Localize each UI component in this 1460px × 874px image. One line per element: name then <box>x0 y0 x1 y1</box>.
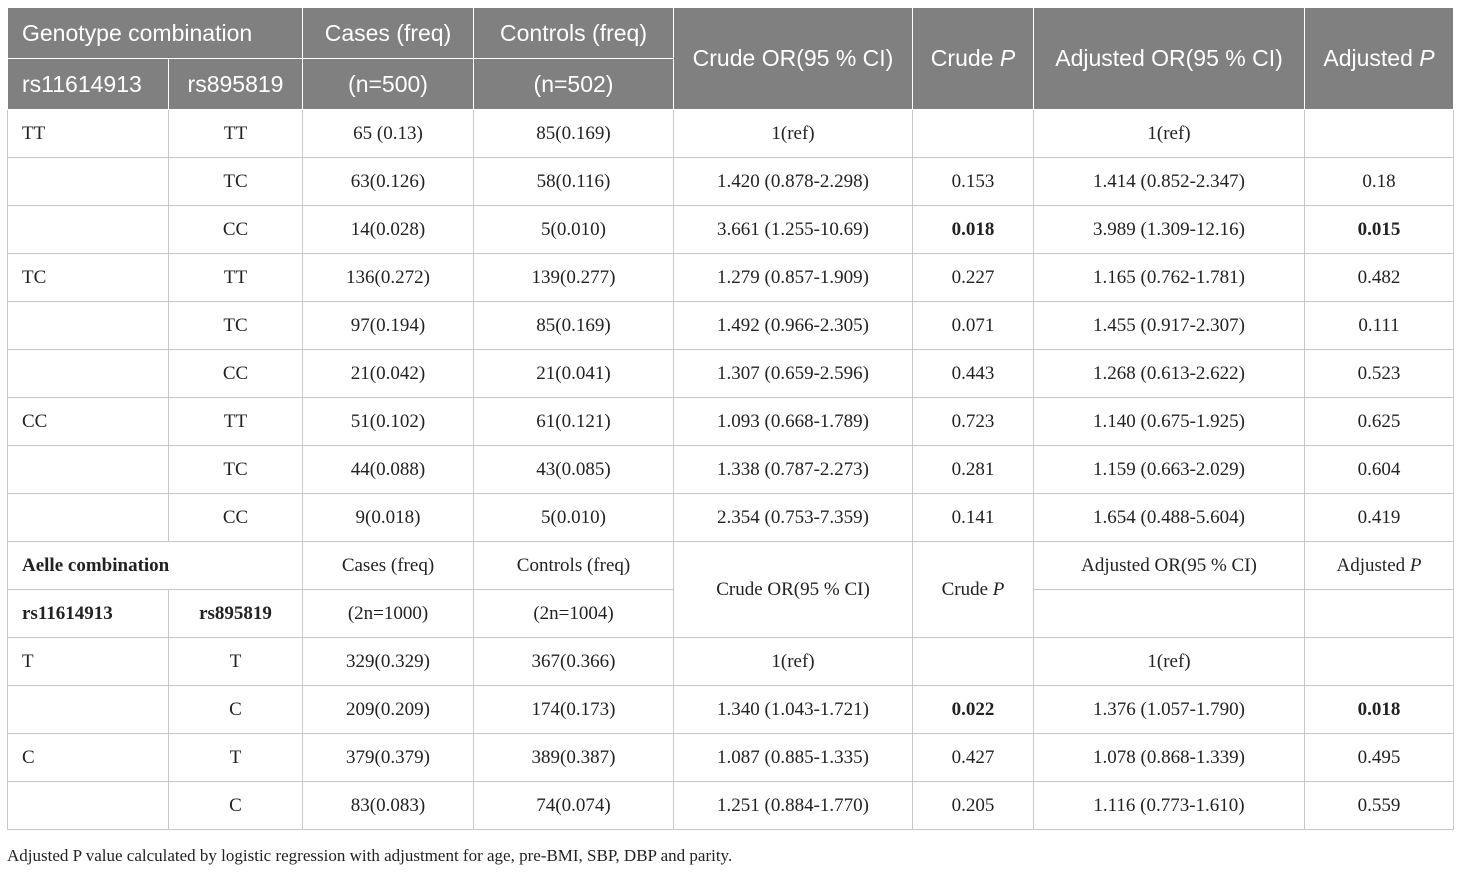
snp1-cell: C <box>8 734 169 782</box>
crude-p-cell: 0.153 <box>913 158 1034 206</box>
header-crude-or: Crude OR(95 % CI) <box>674 8 913 110</box>
allele-snp2: rs895819 <box>169 590 303 638</box>
cases-cell: 65 (0.13) <box>303 110 474 158</box>
snp2-cell: TT <box>169 398 303 446</box>
snp2-cell: TC <box>169 158 303 206</box>
header-adjusted-or: Adjusted OR(95 % CI) <box>1034 8 1305 110</box>
allele-row <box>8 782 1454 830</box>
crude-p-cell <box>913 638 1034 686</box>
header-cases-freq: Cases (freq) <box>303 8 474 59</box>
crude-p-cell: 0.018 <box>913 206 1034 254</box>
crude-p-cell: 0.723 <box>913 398 1034 446</box>
cases-cell: 379(0.379) <box>303 734 474 782</box>
adjusted-or-cell: 1.654 (0.488-5.604) <box>1034 494 1305 542</box>
crude-or-cell: 1.251 (0.884-1.770) <box>674 782 913 830</box>
allele-crude-or: Crude OR(95 % CI) <box>674 542 913 638</box>
genotype-row <box>8 302 1454 350</box>
crude-or-cell: 1.087 (0.885-1.335) <box>674 734 913 782</box>
controls-cell: 21(0.041) <box>474 350 674 398</box>
crude-or-cell: 1.338 (0.787-2.273) <box>674 446 913 494</box>
allele-cases-freq: Cases (freq) <box>303 542 474 590</box>
cases-cell: 329(0.329) <box>303 638 474 686</box>
adjusted-or-cell: 1.078 (0.868-1.339) <box>1034 734 1305 782</box>
controls-cell: 43(0.085) <box>474 446 674 494</box>
crude-p-cell: 0.281 <box>913 446 1034 494</box>
adjusted-p-cell: 0.419 <box>1305 494 1454 542</box>
header-controls-freq: Controls (freq) <box>474 8 674 59</box>
header-genotype-combination: Genotype combination <box>8 8 303 59</box>
crude-or-cell: 1(ref) <box>674 638 913 686</box>
header-snp2: rs895819 <box>169 59 303 110</box>
snp1-cell <box>8 686 169 734</box>
crude-p-cell: 0.141 <box>913 494 1034 542</box>
crude-p-cell: 0.022 <box>913 686 1034 734</box>
allele-snp1: rs11614913 <box>8 590 169 638</box>
adjusted-or-cell: 1.116 (0.773-1.610) <box>1034 782 1305 830</box>
snp2-cell: CC <box>169 206 303 254</box>
adjusted-p-cell: 0.018 <box>1305 686 1454 734</box>
cases-cell: 83(0.083) <box>303 782 474 830</box>
snp1-cell: TC <box>8 254 169 302</box>
allele-row <box>8 686 1454 734</box>
crude-or-cell: 1.420 (0.878-2.298) <box>674 158 913 206</box>
controls-cell: 174(0.173) <box>474 686 674 734</box>
crude-p-cell <box>913 110 1034 158</box>
snp2-cell: CC <box>169 350 303 398</box>
adjusted-p-cell <box>1305 110 1454 158</box>
snp1-cell <box>8 446 169 494</box>
genotype-association-table <box>7 7 1454 830</box>
snp1-cell <box>8 158 169 206</box>
allele-header <box>8 542 1454 638</box>
cases-cell: 9(0.018) <box>303 494 474 542</box>
cases-cell: 21(0.042) <box>303 350 474 398</box>
header-crude-p: Crude P <box>913 8 1034 110</box>
crude-or-cell: 1.279 (0.857-1.909) <box>674 254 913 302</box>
genotype-row <box>8 158 1454 206</box>
allele-rows <box>8 638 1454 830</box>
cases-cell: 136(0.272) <box>303 254 474 302</box>
header-cases-n: (n=500) <box>303 59 474 110</box>
adjusted-p-cell: 0.559 <box>1305 782 1454 830</box>
adjusted-or-cell: 1.455 (0.917-2.307) <box>1034 302 1305 350</box>
cases-cell: 209(0.209) <box>303 686 474 734</box>
adjusted-p-cell: 0.18 <box>1305 158 1454 206</box>
cases-cell: 63(0.126) <box>303 158 474 206</box>
genotype-row <box>8 398 1454 446</box>
allele-row <box>8 638 1454 686</box>
crude-or-cell: 1.492 (0.966-2.305) <box>674 302 913 350</box>
crude-or-cell: 2.354 (0.753-7.359) <box>674 494 913 542</box>
allele-adjusted-or-blank <box>1034 590 1305 638</box>
genotype-row <box>8 254 1454 302</box>
allele-adjusted-p-blank <box>1305 590 1454 638</box>
controls-cell: 85(0.169) <box>474 110 674 158</box>
adjusted-p-cell: 0.625 <box>1305 398 1454 446</box>
crude-or-cell: 1(ref) <box>674 110 913 158</box>
allele-adjusted-p: Adjusted P <box>1305 542 1454 590</box>
header-adjusted-p: Adjusted P <box>1305 8 1454 110</box>
adjusted-or-cell: 1(ref) <box>1034 638 1305 686</box>
cases-cell: 44(0.088) <box>303 446 474 494</box>
adjusted-or-cell: 3.989 (1.309-12.16) <box>1034 206 1305 254</box>
allele-row <box>8 734 1454 782</box>
controls-cell: 74(0.074) <box>474 782 674 830</box>
snp1-cell <box>8 350 169 398</box>
adjusted-p-cell: 0.604 <box>1305 446 1454 494</box>
adjusted-or-cell: 1.140 (0.675-1.925) <box>1034 398 1305 446</box>
header-snp1: rs11614913 <box>8 59 169 110</box>
crude-p-cell: 0.071 <box>913 302 1034 350</box>
crude-or-cell: 3.661 (1.255-10.69) <box>674 206 913 254</box>
snp1-cell <box>8 206 169 254</box>
controls-cell: 5(0.010) <box>474 206 674 254</box>
crude-or-cell: 1.093 (0.668-1.789) <box>674 398 913 446</box>
crude-or-cell: 1.340 (1.043-1.721) <box>674 686 913 734</box>
adjusted-or-cell: 1.414 (0.852-2.347) <box>1034 158 1305 206</box>
cases-cell: 51(0.102) <box>303 398 474 446</box>
snp1-cell <box>8 302 169 350</box>
allele-crude-p: Crude P <box>913 542 1034 638</box>
table-footnote: Adjusted P value calculated by logistic regression with adjustment for age, pre-BMI, SBP, DBP and parity. <box>7 846 733 865</box>
snp1-cell <box>8 782 169 830</box>
crude-p-cell: 0.427 <box>913 734 1034 782</box>
controls-cell: 61(0.121) <box>474 398 674 446</box>
allele-adjusted-or: Adjusted OR(95 % CI) <box>1034 542 1305 590</box>
snp1-cell: T <box>8 638 169 686</box>
genotype-rows <box>8 110 1454 542</box>
genotype-row <box>8 206 1454 254</box>
snp2-cell: TT <box>169 110 303 158</box>
crude-p-cell: 0.205 <box>913 782 1034 830</box>
adjusted-p-cell <box>1305 638 1454 686</box>
genotype-row <box>8 446 1454 494</box>
snp2-cell: T <box>169 734 303 782</box>
snp2-cell: TC <box>169 302 303 350</box>
controls-cell: 85(0.169) <box>474 302 674 350</box>
allele-controls-freq: Controls (freq) <box>474 542 674 590</box>
genotype-row <box>8 350 1454 398</box>
allele-combination-label: Aelle combination <box>8 542 303 590</box>
controls-cell: 58(0.116) <box>474 158 674 206</box>
crude-p-cell: 0.227 <box>913 254 1034 302</box>
adjusted-or-cell: 1.159 (0.663-2.029) <box>1034 446 1305 494</box>
snp2-cell: TC <box>169 446 303 494</box>
crude-p-cell: 0.443 <box>913 350 1034 398</box>
snp2-cell: CC <box>169 494 303 542</box>
header-controls-n: (n=502) <box>474 59 674 110</box>
adjusted-or-cell: 1.376 (1.057-1.790) <box>1034 686 1305 734</box>
adjusted-or-cell: 1(ref) <box>1034 110 1305 158</box>
adjusted-p-cell: 0.523 <box>1305 350 1454 398</box>
allele-header-row-1 <box>8 542 1454 590</box>
adjusted-or-cell: 1.165 (0.762-1.781) <box>1034 254 1305 302</box>
adjusted-or-cell: 1.268 (0.613-2.622) <box>1034 350 1305 398</box>
snp1-cell: TT <box>8 110 169 158</box>
snp2-cell: C <box>169 686 303 734</box>
allele-controls-n: (2n=1004) <box>474 590 674 638</box>
adjusted-p-cell: 0.482 <box>1305 254 1454 302</box>
header-row-1 <box>8 8 1454 59</box>
controls-cell: 5(0.010) <box>474 494 674 542</box>
controls-cell: 389(0.387) <box>474 734 674 782</box>
genotype-row <box>8 110 1454 158</box>
snp2-cell: T <box>169 638 303 686</box>
snp2-cell: TT <box>169 254 303 302</box>
crude-or-cell: 1.307 (0.659-2.596) <box>674 350 913 398</box>
snp1-cell <box>8 494 169 542</box>
snp2-cell: C <box>169 782 303 830</box>
adjusted-p-cell: 0.111 <box>1305 302 1454 350</box>
adjusted-p-cell: 0.495 <box>1305 734 1454 782</box>
cases-cell: 97(0.194) <box>303 302 474 350</box>
controls-cell: 367(0.366) <box>474 638 674 686</box>
genotype-row <box>8 494 1454 542</box>
controls-cell: 139(0.277) <box>474 254 674 302</box>
cases-cell: 14(0.028) <box>303 206 474 254</box>
allele-cases-n: (2n=1000) <box>303 590 474 638</box>
snp1-cell: CC <box>8 398 169 446</box>
adjusted-p-cell: 0.015 <box>1305 206 1454 254</box>
